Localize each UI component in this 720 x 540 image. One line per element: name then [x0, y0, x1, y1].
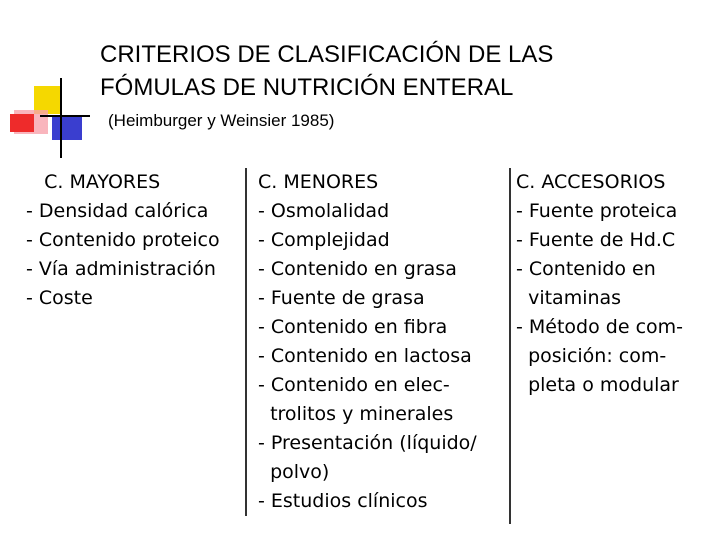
- list-item: - Contenido en elec-: [258, 374, 450, 396]
- list-item: - Fuente proteica: [516, 200, 678, 222]
- title-line-2: FÓMULAS DE NUTRICIÓN ENTERAL: [100, 74, 514, 101]
- column-menores: [258, 168, 477, 516]
- column-divider-1: [245, 168, 247, 516]
- list-item: - Fuente de Hd.C: [516, 229, 676, 251]
- list-item: - Densidad calórica: [26, 200, 209, 222]
- list-item: - Presentación (líquido/: [258, 432, 477, 454]
- list-item: - Fuente de grasa: [258, 287, 425, 309]
- list-item: - Coste: [26, 287, 93, 309]
- list-item: - Contenido en lactosa: [258, 345, 472, 367]
- list-item: - Contenido proteico: [26, 229, 220, 251]
- title-line-1: CRITERIOS DE CLASIFICACIÓN DE LAS: [100, 41, 554, 68]
- list-item: - Osmolalidad: [258, 200, 390, 222]
- column-mayores: [26, 168, 220, 313]
- column-divider-2: [509, 168, 511, 524]
- list-item: vitaminas: [516, 287, 622, 309]
- list-item: - Contenido en grasa: [258, 258, 457, 280]
- slide-title: [100, 38, 553, 104]
- logo-red-square: [10, 114, 34, 132]
- list-item: - Contenido en fibra: [258, 316, 448, 338]
- list-item: - Contenido en: [516, 258, 656, 280]
- list-item: pleta o modular: [516, 374, 679, 396]
- column-accesorios: [516, 168, 683, 400]
- list-item: posición: com-: [516, 345, 667, 367]
- logo-horizontal-bar: [40, 115, 90, 117]
- list-item: - Complejidad: [258, 229, 390, 251]
- list-item: C. ACCESORIOS: [516, 171, 666, 193]
- list-item: - Método de com-: [516, 316, 684, 338]
- list-item: trolitos y minerales: [258, 403, 454, 425]
- list-item: C. MENORES: [258, 171, 379, 193]
- logo-blue-square: [52, 116, 82, 140]
- list-item: C. MAYORES: [26, 171, 161, 193]
- logo-vertical-bar: [60, 78, 62, 158]
- slide-subtitle: (Heimburger y Weinsier 1985): [108, 111, 335, 130]
- list-item: - Estudios clínicos: [258, 490, 428, 512]
- list-item: - Vía administración: [26, 258, 216, 280]
- logo-decoration: [8, 78, 98, 158]
- list-item: polvo): [258, 461, 330, 483]
